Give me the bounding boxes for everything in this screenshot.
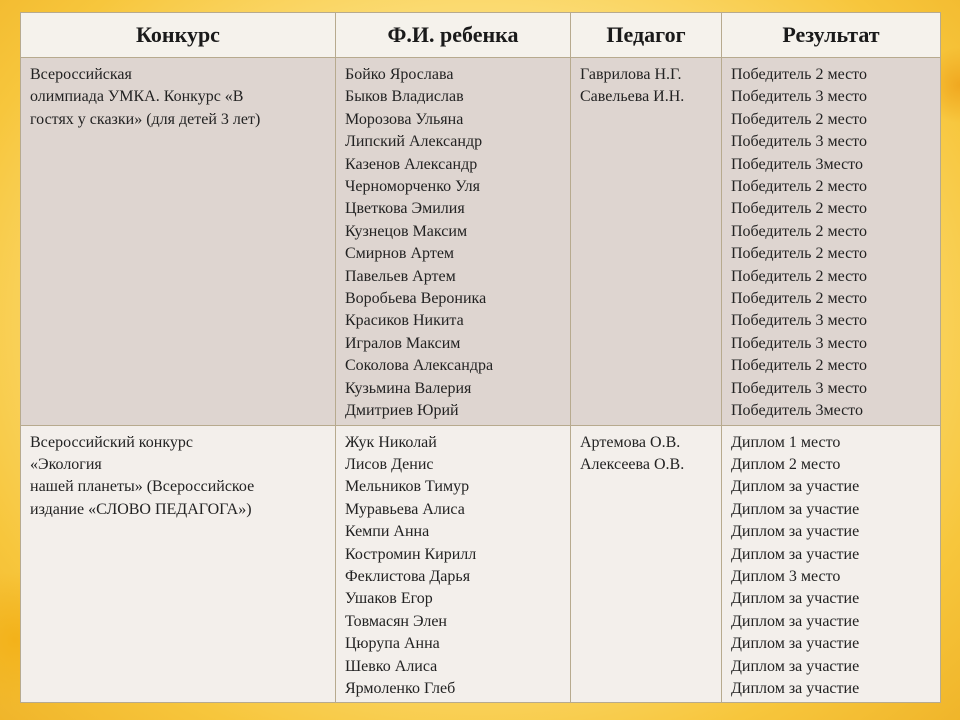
child-name: Ярмоленко Глеб [345, 679, 456, 697]
contest-cell: Всероссийская олимпиада УМКА. Конкурс «В гостях у сказки» (для детей 3 лет) [21, 58, 336, 426]
child-name: Казенов Александр [345, 155, 478, 173]
result-entry: Диплом за участие [731, 635, 860, 653]
child-name: Мельников Тимур [345, 478, 470, 496]
result-entry: Победитель 3 место [731, 379, 867, 397]
result-entry: Диплом за участие [731, 612, 860, 630]
result-entry: Победитель 3место [731, 155, 863, 173]
result-entry: Диплом 1 место [731, 433, 841, 451]
results-cell [722, 425, 941, 703]
result-entry: Диплом за участие [731, 590, 860, 608]
result-entry: Победитель 2 место [731, 110, 867, 128]
child-name: Дмитриев Юрий [345, 402, 459, 420]
child-name: Ушаков Егор [345, 590, 433, 608]
child-name: Муравьева Алиса [345, 500, 465, 518]
child-name: Красиков Никита [345, 312, 464, 330]
result-entry: Победитель 2 место [731, 267, 867, 285]
result-entry: Победитель 3 место [731, 334, 867, 352]
table-row [21, 58, 941, 426]
teacher-name: Алексеева О.В. [580, 455, 685, 473]
child-name: Цветкова Эмилия [345, 200, 465, 218]
teachers-cell [571, 425, 722, 703]
child-name: Товмасян Элен [345, 612, 447, 630]
result-entry: Диплом за участие [731, 523, 860, 541]
header-child-name: Ф.И. ребенка [336, 13, 571, 58]
child-name: Смирнов Артем [345, 245, 455, 263]
child-name: Кемпи Анна [345, 523, 430, 541]
result-entry: Диплом 3 место [731, 567, 841, 585]
table-header-row [21, 13, 941, 58]
children-cell [336, 425, 571, 703]
table-row [21, 425, 941, 703]
results-cell [722, 58, 941, 426]
child-name: Игралов Максим [345, 334, 461, 352]
result-entry: Победитель 2 место [731, 200, 867, 218]
teacher-name: Артемова О.В. [580, 433, 681, 451]
child-name: Павельев Артем [345, 267, 456, 285]
child-name: Шевко Алиса [345, 657, 438, 675]
result-entry: Победитель 2 место [731, 178, 867, 196]
header-contest: Конкурс [21, 13, 336, 58]
result-entry: Диплом за участие [731, 478, 860, 496]
child-name: Морозова Ульяна [345, 110, 464, 128]
result-entry: Диплом за участие [731, 545, 860, 563]
result-entry: Победитель 2 место [731, 290, 867, 308]
contest-cell: Всероссийский конкурс «Экология нашей планеты» (Всероссийское издание «СЛОВО ПЕДАГОГА») [21, 425, 336, 703]
child-name: Цюрупа Анна [345, 635, 440, 653]
child-name: Черноморченко Уля [345, 178, 481, 196]
header-teacher: Педагог [571, 13, 722, 58]
result-entry: Победитель 3 место [731, 133, 867, 151]
teachers-cell [571, 58, 722, 426]
child-name: Жук Николай [345, 433, 437, 451]
child-name: Костромин Кирилл [345, 545, 477, 563]
child-name: Быков Владислав [345, 88, 464, 106]
results-table [20, 12, 941, 703]
result-entry: Диплом 2 место [731, 455, 841, 473]
child-name: Воробьева Вероника [345, 290, 487, 308]
teacher-name: Савельева И.Н. [580, 88, 685, 106]
header-result: Результат [722, 13, 941, 58]
teacher-name: Гаврилова Н.Г. [580, 66, 682, 83]
child-name: Феклистова Дарья [345, 567, 471, 585]
child-name: Лисов Денис [345, 455, 434, 473]
result-entry: Победитель 2 место [731, 222, 867, 240]
result-entry: Диплом за участие [731, 657, 860, 675]
result-entry: Победитель 2 место [731, 357, 867, 375]
result-entry: Победитель 3место [731, 402, 863, 420]
child-name: Кузьмина Валерия [345, 379, 472, 397]
result-entry: Диплом за участие [731, 500, 860, 518]
result-entry: Победитель 2 место [731, 66, 867, 83]
result-entry: Победитель 2 место [731, 245, 867, 263]
child-name: Кузнецов Максим [345, 222, 468, 240]
result-entry: Победитель 3 место [731, 312, 867, 330]
child-name: Бойко Ярослава [345, 66, 454, 83]
child-name: Липский Александр [345, 133, 483, 151]
children-cell [336, 58, 571, 426]
result-entry: Диплом за участие [731, 679, 860, 697]
child-name: Соколова Александра [345, 357, 494, 375]
result-entry: Победитель 3 место [731, 88, 867, 106]
